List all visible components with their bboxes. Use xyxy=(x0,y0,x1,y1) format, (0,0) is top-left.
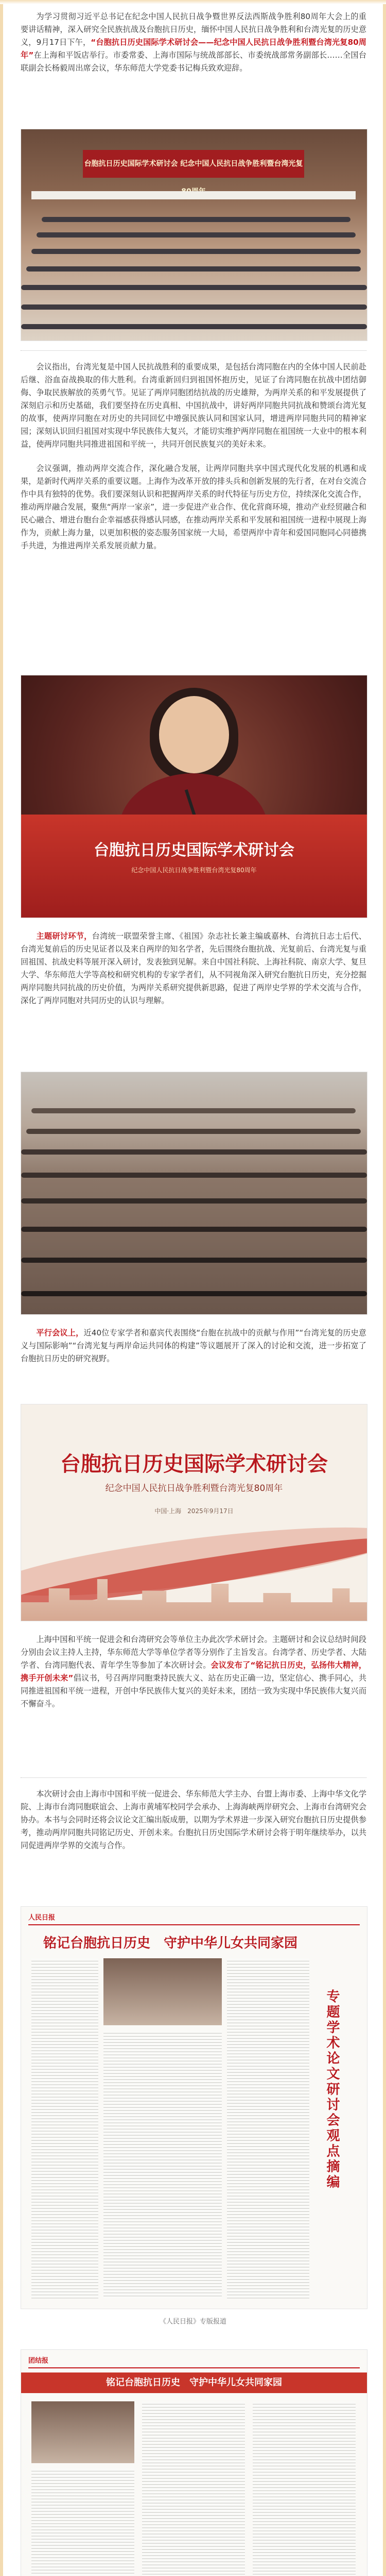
paragraph-hosts: 本次研讨会由上海市中国和平统一促进会、华东师范大学主办、台盟上海市委、上海中华文化学院、上海市台湾同胞联谊会、上海市黄埔军校同学会承办、上海海峡两岸研究会、上海市台湾研究会协办。本书与会同时还将会议论文汇编出版成册，以期为学术界进一步深入研究台胞抗日历史提供参考，推动两岸同胞共同铭记历史、开创未来。台胞抗日历史国际学术研讨会将于明年继续举办，以共同促进两岸学界的交流与合作。 xyxy=(21,1789,366,1850)
section-divider xyxy=(21,350,366,351)
paragraph-parallel-sessions: 近40位专家学者和嘉宾代表围绕“台胞在抗战中的贡献与作用”“台湾光复的历史意义与国际影响”“台湾光复与两岸命运共同体的构建”等议题展开了深入的讨论和交流，进一步拓宽了台胞抗日历史的研究视野。 xyxy=(21,1328,366,1363)
body-paragraphs-a xyxy=(21,361,366,564)
podium-title: 台胞抗日历史国际学术研讨会 xyxy=(94,841,294,859)
intro-text-cont: 在上海和平饭店举行。市委常委、上海市国际与统战部部长、市委统战部常务副部长……全国台联副会长杨毅周出席会议，华东师范大学党委书记梅兵致欢迎辞。 xyxy=(21,50,367,73)
intro-paragraph xyxy=(21,10,366,86)
event-name-highlight: “台胞抗日历史国际学术研讨会——纪念中国人民抗日战争胜利暨台湾光复80周年” xyxy=(21,38,366,60)
paragraph-exchange: 会议强调，推动两岸交流合作，深化融合发展，让两岸同胞共享中国式现代化发展的机遇和成果，是新时代两岸关系的重要议题。上海作为改革开放的排头兵和创新发展的先行者，在对台交流合作中具有独特的优势。我们要深刻认识和把握两岸关系的时代特征与历史方位，持续深化交流合作，推动两岸融合发展，聚焦“两岸一家亲”，进一步促进产业合作、优化营商环境，推动产业经贸融合和民心融合、增进台胞台企幸福感获得感认同感，在推动两岸关系和平发展和祖国统一进程中展现上海作为，贡献上海力量，以更加积极的姿态服务国家统一大局，希望两岸中青年和爱国同胞同心同德携手共进，为推进两岸关系发展贡献力量。 xyxy=(21,464,366,550)
hall-banner: 台胞抗日历史国际学术研讨会 纪念中国人民抗日战争胜利暨台湾光复 xyxy=(83,150,304,178)
right-decor-band xyxy=(383,0,386,2576)
parallel-lead-highlight: 平行会议上， xyxy=(36,1328,84,1337)
section-lead-highlight: 主题研讨环节， xyxy=(36,931,92,941)
newspaper-clip-2 xyxy=(21,2349,367,2576)
paragraph-discussion: 台湾统一联盟荣誉主席、《祖国》杂志社长兼主编戚嘉林、台湾抗日志士后代、台湾光复前后的历史见证者以及来自两岸的知名学者，先后围绕台胞抗战、光复前后、台湾光复与重回祖国、抗战史料等展开深入研讨，发表独到见解。来自中国社科院、上海社科院、南京大学、复旦大学、华东师范大学等高校和研究机构的专家学者们，从不同视角深入研究台胞抗日历史，充分挖掘两岸同胞共同抗战的历史价值，为两岸关系研究提供新思路，促进了两岸史学界的学术交流与合作，深化了两岸同胞对共同历史的认识与理解。 xyxy=(21,931,366,1005)
poster-subtitle: 纪念中国人民抗日战争胜利暨台湾光复80周年 xyxy=(105,1483,283,1494)
section-divider-2 xyxy=(21,1777,366,1778)
newspaper-2-masthead: 团结报 xyxy=(28,2357,49,2365)
meeting-hall-photo xyxy=(21,129,367,341)
intro-text: 为学习贯彻习近平总书记在纪念中国人民抗日战争暨世界反法西斯战争胜利80周年大会上的重要讲话精神，深入研究全民族抗战及台胞抗日历史，缅怀中国人民抗日战争胜利和台湾光复的历史意义，9月17日下午， xyxy=(21,12,366,47)
paragraph-initiative: 倡议书，号召两岸同胞秉持民族大义、站在历史正确一边，坚定信心、携手同心，共同推进祖国和平统一进程，开创中华民族伟大复兴的美好未来，团结一致为实现中华民族伟大复兴而不懈奋斗。 xyxy=(21,1673,367,1708)
newspaper-1-masthead: 人民日报 xyxy=(28,1914,56,1922)
poster-meta: 中国·上海 2025年9月17日 xyxy=(154,1507,234,1515)
newspaper-1-headline: 铭记台胞抗日历史 守护中华儿女共同家园 xyxy=(43,1936,297,1951)
body-paragraph-c xyxy=(21,1327,366,1377)
podium-subtitle: 纪念中国人民抗日战争胜利暨台湾光复80周年 xyxy=(131,867,257,874)
top-decor-band xyxy=(0,0,386,4)
left-decor-band xyxy=(0,0,3,2576)
speaker-photo xyxy=(21,675,367,918)
audience-photo xyxy=(21,1072,367,1315)
paragraph-significance: 会议指出，台湾光复是中国人民抗战胜利的重要成果，是包括台湾同胞在内的全体中国人民前赴后继、浴血奋战换取的伟大胜利。台湾重新回归到祖国怀抱历史，见证了台湾同胞在抗战中团结御侮、争取民族解放的英勇气节。见证了两岸同胞团结抗战的历史雄辩，为两岸关系的和平发展提供了深刻启示和历史基础，我们要坚持在历史真相、中国抗战中，讲好两岸同胞共同抗战和赞颂台湾光复的故事，使两岸同胞在对历史的共同回忆中增强民族认同和国家认同，增进两岸同胞共同的精神家园；深刻认识回归祖国对实现中华民族伟大复兴，才能切实维护两岸同胞在祖国统一大业中的根本利益，使两岸同胞共同推进祖国和平统一，共同开创民族复兴的美好未来。 xyxy=(21,362,366,449)
body-paragraph-b xyxy=(21,930,366,1019)
body-paragraph-d xyxy=(21,1633,366,1722)
newspaper-1-caption: 《人民日报》专版报道 xyxy=(159,2318,226,2326)
paragraph-organizers: 上海中国和平统一促进会和台湾研究会等单位主办此次学术研讨会。主题研讨和会议总结时间段分别由会议主持人主持，华东师范大学等单位学者等分别作了主旨发言。台湾学者、历史学者、大陆学者、台湾同胞代表、青年学生等参加了本次研讨会。 xyxy=(21,1635,366,1670)
closing-paragraph xyxy=(21,1788,366,1863)
newspaper-1-side-title: 专题学术论文研讨会观点摘编 xyxy=(324,1989,340,2190)
newspaper-2-headline: 铭记台胞抗日历史 守护中华儿女共同家园 xyxy=(21,2372,367,2393)
event-poster xyxy=(21,1404,367,1621)
newspaper-clip-1 xyxy=(21,1906,367,2309)
initiative-highlight: 会议发布了“铭记抗日历史，弘扬伟大精神，携手开创未来” xyxy=(21,1660,367,1683)
poster-title: 台胞抗日历史国际学术研讨会 xyxy=(60,1452,328,1476)
